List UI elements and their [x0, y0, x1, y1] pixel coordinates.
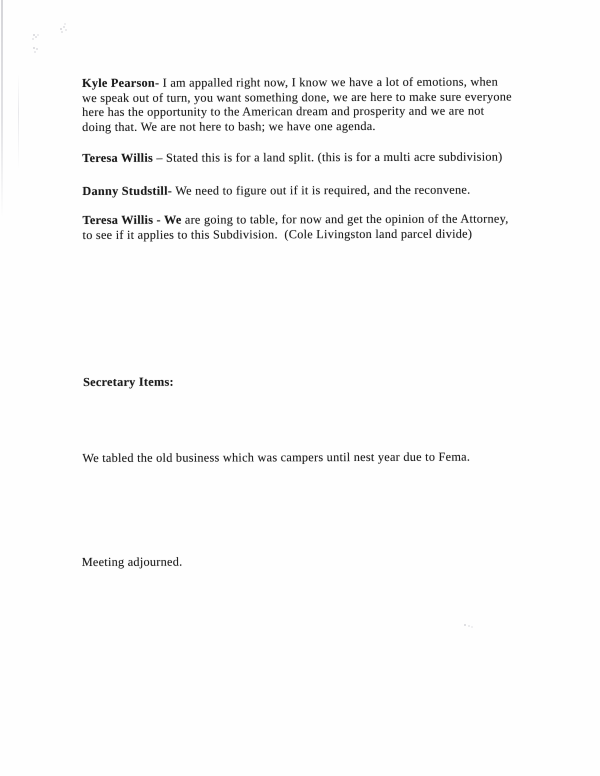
speaker-name: Teresa Willis - We [82, 212, 182, 227]
tabled-note: We tabled the old business which was campers until nest year due to Fema. [82, 449, 471, 466]
statement-text: I am appalled right now, I know we have a lot of emotions, when [159, 74, 499, 90]
speaker-name: Teresa Willis [82, 150, 154, 165]
statement-line: we speak out of turn, you want something done, we are here to make sure everyone [82, 88, 512, 105]
statement-line [82, 150, 502, 166]
statement-teresa-willis-2 [82, 212, 508, 242]
statement-line: to see if it applies to this Subdivision. (Cole Livingston land parcel divide) [82, 226, 473, 242]
statement-text: – Stated this is for a land split. (this is for a multi acre subdivision) [152, 149, 503, 165]
secretary-items-heading: Secretary Items: [83, 374, 174, 389]
statement-teresa-willis-1 [82, 150, 502, 166]
statement-line [82, 74, 512, 90]
statement-line [82, 183, 470, 199]
statement-line: here has the opportunity to the American dream and prosperity and we are not [82, 103, 485, 119]
speaker-name: Danny Studstill- [82, 183, 173, 198]
statement-text: We need to figure out if it is required, and the reconvene. [172, 182, 471, 198]
statement-line [82, 212, 508, 228]
statement-danny-studstill [82, 183, 470, 199]
meeting-adjourned-note: Meeting adjourned. [81, 554, 183, 570]
statement-line: doing that. We are not here to bash; we have one agenda. [82, 118, 376, 134]
statement-text: are going to table, for now and get the opinion of the Attorney, [181, 211, 509, 227]
statement-kyle-pearson [82, 74, 512, 133]
speaker-name: Kyle Pearson- [81, 75, 160, 90]
